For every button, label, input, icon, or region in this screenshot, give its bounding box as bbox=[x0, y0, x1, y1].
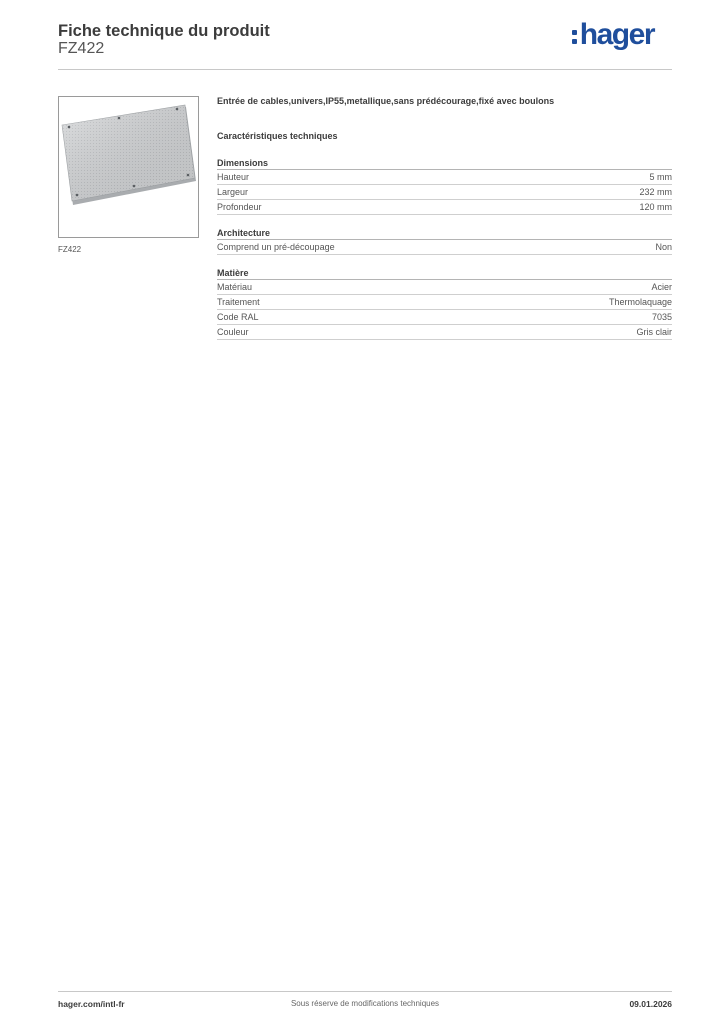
logo-dots-icon bbox=[572, 30, 577, 44]
spec-value: Acier bbox=[651, 282, 672, 292]
spec-label: Largeur bbox=[217, 187, 249, 197]
spec-row bbox=[217, 200, 672, 215]
spec-row bbox=[217, 295, 672, 310]
product-image-frame bbox=[58, 96, 199, 238]
section-architecture bbox=[217, 227, 672, 255]
spec-value: Thermolaquage bbox=[608, 297, 672, 307]
spec-value: 120 mm bbox=[639, 202, 672, 212]
spec-row bbox=[217, 280, 672, 295]
product-details bbox=[217, 96, 672, 340]
footer-date: 09.01.2026 bbox=[629, 999, 672, 1009]
characteristics-title: Caractéristiques techniques bbox=[217, 131, 338, 141]
spec-value: Non bbox=[655, 242, 672, 252]
footer-notice: Sous réserve de modifications techniques bbox=[290, 999, 440, 1008]
page-footer bbox=[58, 991, 672, 1014]
section-title: Matière bbox=[217, 267, 672, 280]
spec-label: Code RAL bbox=[217, 312, 259, 322]
spec-label: Profondeur bbox=[217, 202, 262, 212]
spec-value: 5 mm bbox=[649, 172, 672, 182]
spec-label: Comprend un pré-découpage bbox=[217, 242, 335, 252]
section-dimensions bbox=[217, 157, 672, 215]
product-reference: FZ422 bbox=[58, 40, 105, 57]
spec-value: 7035 bbox=[651, 312, 672, 322]
page-title: Fiche technique du produit bbox=[58, 22, 270, 40]
logo-text: hager bbox=[579, 18, 654, 51]
hager-logo bbox=[572, 20, 654, 50]
image-caption: FZ422 bbox=[58, 245, 82, 254]
section-title: Architecture bbox=[217, 227, 672, 240]
footer-website-link[interactable]: hager.com/intl-fr bbox=[58, 999, 125, 1009]
spec-row bbox=[217, 170, 672, 185]
spec-label: Couleur bbox=[217, 327, 249, 337]
spec-label: Matériau bbox=[217, 282, 253, 292]
spec-row bbox=[217, 310, 672, 325]
spec-row bbox=[217, 325, 672, 340]
spec-row bbox=[217, 240, 672, 255]
spec-value: 232 mm bbox=[639, 187, 672, 197]
product-image bbox=[59, 97, 198, 237]
product-description: Entrée de cables,univers,IP55,metallique,sans prédécourage,fixé avec boulons bbox=[217, 96, 555, 106]
spec-value: Gris clair bbox=[636, 327, 672, 337]
section-title: Dimensions bbox=[217, 157, 672, 170]
spec-label: Hauteur bbox=[217, 172, 250, 182]
section-material bbox=[217, 267, 672, 340]
page-header bbox=[58, 20, 672, 70]
spec-row bbox=[217, 185, 672, 200]
spec-label: Traitement bbox=[217, 297, 260, 307]
